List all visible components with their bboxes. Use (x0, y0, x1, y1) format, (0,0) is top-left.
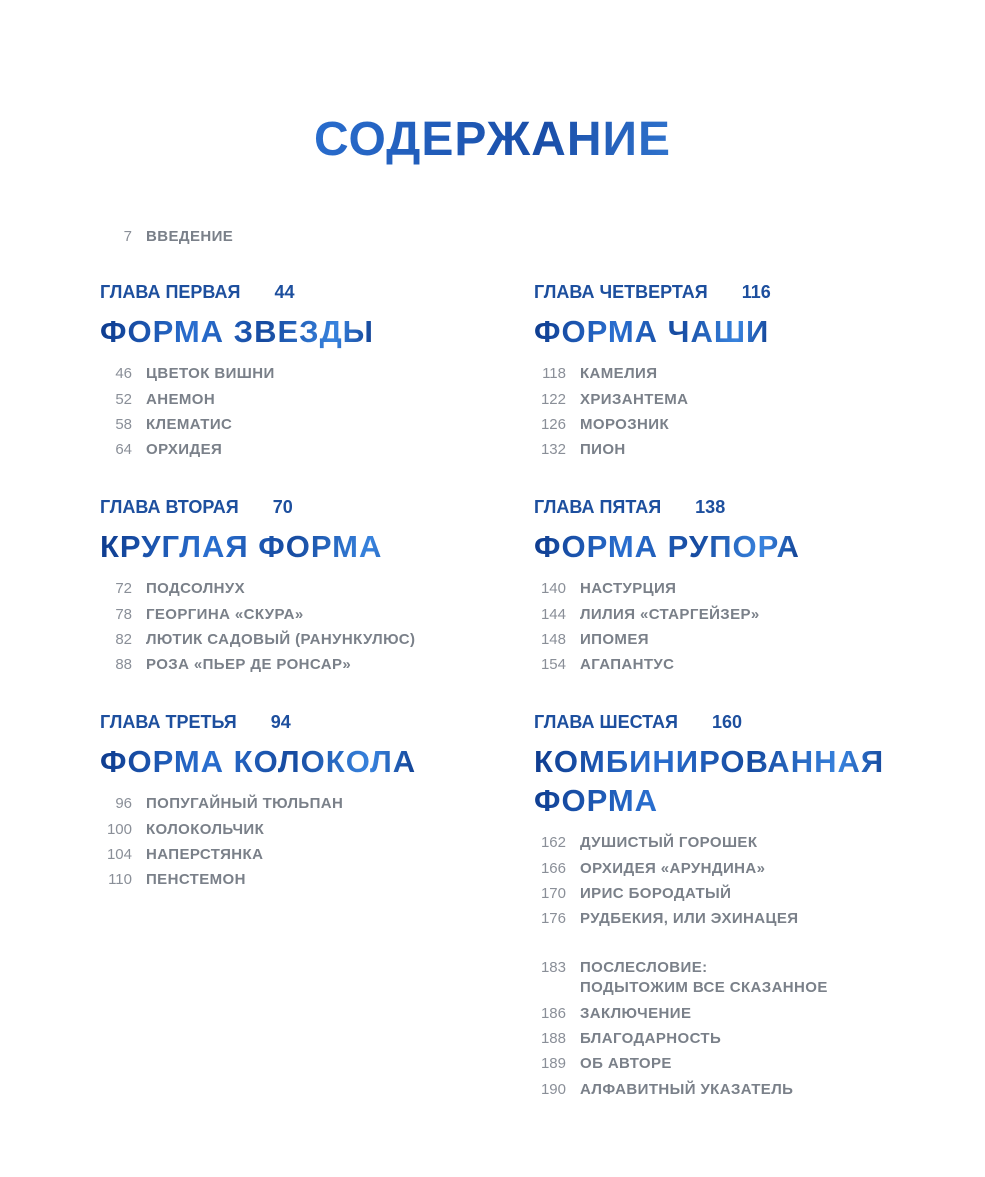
chapter-heading[interactable] (100, 497, 415, 519)
page-number: 183 (540, 958, 566, 976)
entry-label-line-1: ПОСЛЕСЛОВИЕ: (580, 958, 708, 976)
chapter-title-line-2: ФОРМА (534, 783, 659, 818)
toc-entry[interactable] (100, 361, 374, 386)
chapter-title (534, 742, 884, 820)
toc-entry[interactable] (534, 906, 884, 931)
chapter-title: ФОРМА КОЛОКОЛА (100, 744, 417, 779)
page-number: 78 (115, 605, 132, 623)
page-number: 190 (540, 1080, 566, 1098)
chapter-heading[interactable] (100, 282, 374, 304)
page-number: 46 (115, 365, 132, 383)
toc-entry[interactable] (100, 652, 415, 677)
toc-entry[interactable] (100, 576, 415, 601)
entry-label: ОРХИДЕЯ «АРУНДИНА» (580, 859, 766, 877)
page-number: 140 (540, 580, 566, 598)
page-number: 162 (540, 834, 566, 852)
page-number: 82 (115, 630, 132, 648)
toc-entry[interactable] (100, 867, 416, 892)
chapter-heading[interactable] (534, 712, 884, 734)
entry-label: МОРОЗНИК (580, 415, 670, 433)
entry-label: ЛЮТИК САДОВЫЙ (РАНУНКУЛЮС) (146, 630, 416, 648)
page-number: 72 (115, 580, 132, 598)
entry-label: ИПОМЕЯ (580, 630, 649, 648)
chapter-page-number: 94 (270, 712, 291, 732)
page-number: 132 (540, 441, 566, 459)
page-number: 148 (540, 630, 566, 648)
chapter-title-line-1: КОМБИНИРОВАННАЯ (534, 744, 885, 779)
chapter-label: ГЛАВА ТРЕТЬЯ (100, 712, 237, 732)
chapter-entries (100, 361, 374, 463)
entry-label: ИРИС БОРОДАТЫЙ (580, 884, 732, 902)
chapter-title: ФОРМА ЗВЕЗДЫ (100, 314, 375, 349)
page-number: 122 (540, 390, 566, 408)
entry-label: КАМЕЛИЯ (580, 365, 658, 383)
entry-label: ОРХИДЕЯ (146, 441, 223, 459)
entry-label: ГЕОРГИНА «СКУРА» (146, 605, 304, 623)
page-number: 166 (540, 859, 566, 877)
toc-entry[interactable] (100, 842, 416, 867)
chapter-4 (534, 282, 771, 479)
chapter-label: ГЛАВА ПЯТАЯ (534, 497, 662, 517)
entry-label: ПОПУГАЙНЫЙ ТЮЛЬПАН (146, 795, 344, 813)
toc-entry[interactable] (100, 601, 415, 626)
entry-label: ПИОН (580, 441, 626, 459)
chapter-heading[interactable] (534, 282, 771, 304)
entry-label: НАПЕРСТЯНКА (146, 845, 264, 863)
entry-label: ПЕНСТЕМОН (146, 871, 246, 889)
chapter-heading[interactable] (100, 712, 416, 734)
chapter-label: ГЛАВА ВТОРАЯ (100, 497, 239, 517)
chapter-5 (534, 497, 800, 694)
chapter-title: КРУГЛАЯ ФОРМА (100, 527, 415, 566)
page-number: 176 (540, 910, 566, 928)
toc-entry[interactable] (534, 1027, 884, 1052)
page-number: 170 (540, 884, 566, 902)
entry-label: АНЕМОН (146, 390, 216, 408)
toc-entry[interactable] (534, 1078, 884, 1103)
page-number: 100 (106, 820, 132, 838)
entry-label: КЛЕМАТИС (146, 415, 233, 433)
entry-label: ВВЕДЕНИЕ (146, 228, 234, 245)
chapter-label: ГЛАВА ПЕРВАЯ (100, 282, 241, 302)
chapter-entries (534, 830, 884, 932)
toc-entry[interactable] (534, 830, 884, 855)
chapter-title: ФОРМА РУПОРА (534, 529, 800, 564)
back-matter-entries (534, 956, 884, 1104)
entry-label: АГАПАНТУС (580, 656, 675, 674)
page-number: 144 (540, 605, 566, 623)
toc-entry[interactable] (534, 1052, 884, 1077)
chapter-entries (534, 361, 771, 463)
chapter-page-number: 138 (695, 497, 726, 517)
toc-entry[interactable] (100, 791, 416, 816)
chapter-entries (534, 576, 800, 678)
toc-entry-introduction[interactable] (100, 228, 233, 245)
page-number: 58 (115, 415, 132, 433)
page-number: 189 (540, 1055, 566, 1073)
toc-entry[interactable] (100, 627, 415, 652)
chapter-page-number: 44 (274, 282, 295, 302)
page-number: 7 (123, 228, 132, 245)
chapter-page-number: 160 (711, 712, 742, 732)
toc-entry[interactable] (100, 386, 374, 411)
chapter-6 (534, 712, 884, 1119)
entry-label: ЦВЕТОК ВИШНИ (146, 365, 275, 383)
page-title: СОДЕРЖАНИЕ (0, 112, 985, 167)
entry-label: ПОДСОЛНУХ (146, 580, 245, 598)
entry-label: НАСТУРЦИЯ (580, 580, 677, 598)
chapter-label: ГЛАВА ШЕСТАЯ (534, 712, 678, 732)
entry-label: ЛИЛИЯ «СТАРГЕЙЗЕР» (580, 605, 760, 623)
page-number: 110 (108, 871, 132, 889)
entry-label: КОЛОКОЛЬЧИК (146, 820, 265, 838)
toc-entry[interactable] (534, 437, 771, 462)
page-number: 154 (540, 656, 566, 674)
toc-entry[interactable] (100, 437, 374, 462)
entry-label-line-2: ПОДЫТОЖИМ ВСЕ СКАЗАННОЕ (580, 978, 828, 996)
toc-entry[interactable] (534, 386, 771, 411)
chapter-page-number: 70 (272, 497, 293, 517)
entry-label: ХРИЗАНТЕМА (580, 390, 689, 408)
toc-entry[interactable] (534, 855, 884, 880)
chapter-entries (100, 576, 415, 678)
page-number: 104 (106, 845, 132, 863)
entry-label: РОЗА «ПЬЕР ДЕ РОНСАР» (146, 656, 352, 674)
entry-label: БЛАГОДАРНОСТЬ (580, 1029, 722, 1047)
entry-label: ЗАКЛЮЧЕНИЕ (580, 1004, 692, 1022)
chapter-entries (100, 791, 416, 893)
toc-entry[interactable] (534, 412, 771, 437)
toc-entry[interactable] (100, 816, 416, 841)
page-number: 126 (540, 415, 566, 433)
chapter-heading[interactable] (534, 497, 800, 519)
page-number: 52 (115, 390, 132, 408)
toc-entry[interactable] (100, 412, 374, 437)
entry-label: РУДБЕКИЯ, ИЛИ ЭХИНАЦЕЯ (580, 910, 799, 928)
page-number: 88 (115, 656, 132, 674)
chapter-page-number: 116 (741, 282, 771, 302)
toc-entry[interactable] (534, 361, 771, 386)
chapter-label: ГЛАВА ЧЕТВЕРТАЯ (534, 282, 708, 302)
entry-label: АЛФАВИТНЫЙ УКАЗАТЕЛЬ (580, 1080, 794, 1098)
entry-label (580, 956, 828, 998)
toc-entry[interactable] (534, 576, 800, 601)
page-number: 118 (542, 365, 566, 383)
toc-entry[interactable] (534, 627, 800, 652)
toc-entry[interactable] (534, 601, 800, 626)
chapter-1 (100, 282, 374, 479)
chapter-title: ФОРМА ЧАШИ (534, 314, 770, 349)
page-number: 96 (115, 795, 132, 813)
entry-label: ДУШИСТЫЙ ГОРОШЕК (580, 834, 758, 852)
page-number: 186 (540, 1004, 566, 1022)
toc-entry[interactable] (534, 652, 800, 677)
page-number: 64 (115, 441, 132, 459)
toc-entry-afterword[interactable] (534, 956, 884, 1002)
chapter-2 (100, 497, 415, 694)
page-number: 188 (540, 1029, 566, 1047)
entry-label: ОБ АВТОРЕ (580, 1055, 672, 1073)
toc-entry[interactable] (534, 1002, 884, 1027)
toc-entry[interactable] (534, 881, 884, 906)
chapter-3 (100, 712, 416, 909)
